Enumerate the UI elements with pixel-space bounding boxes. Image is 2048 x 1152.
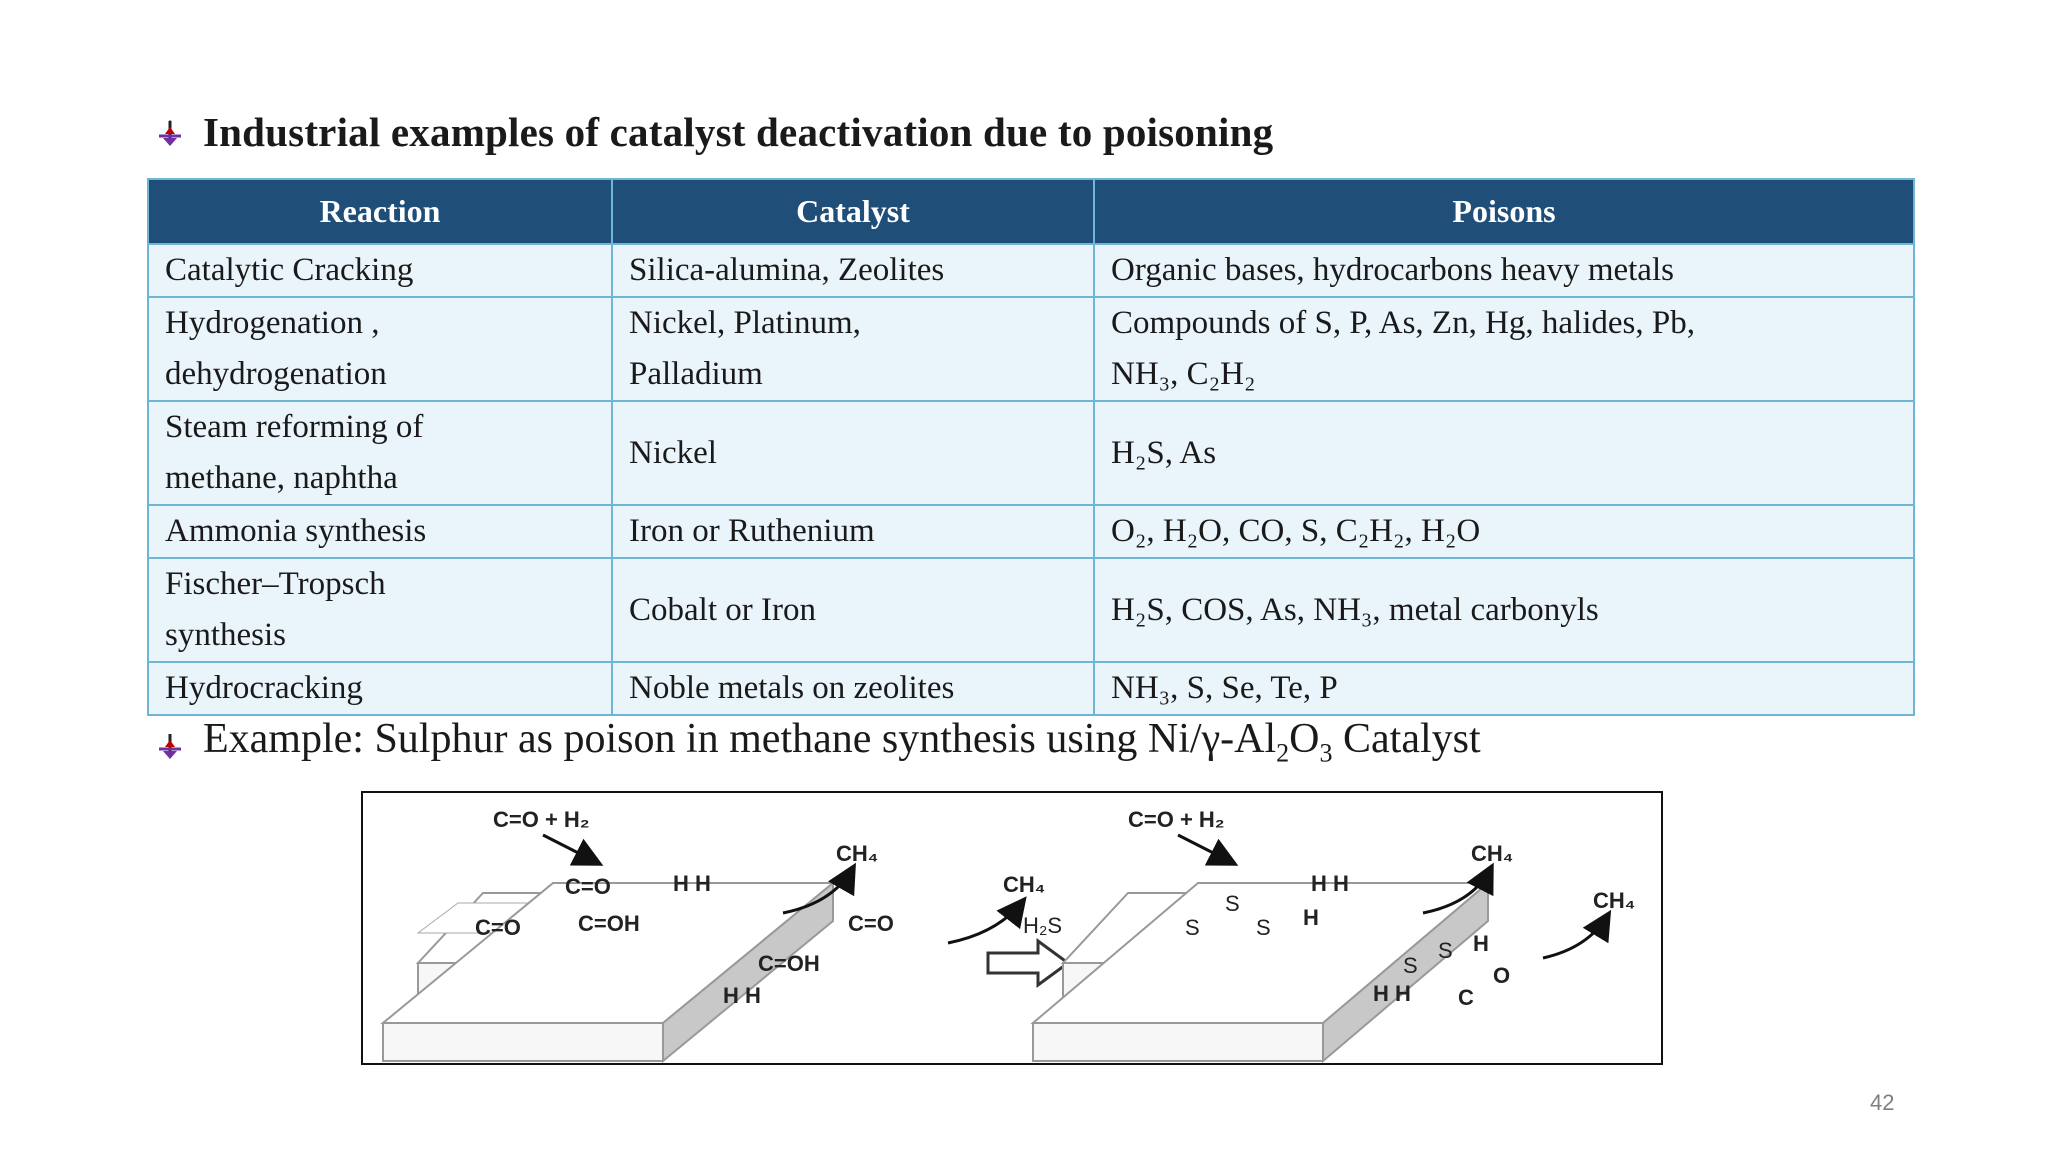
table-row: [148, 244, 1914, 297]
table-header-row: [148, 179, 1914, 244]
adsorbed-co-label: C=O: [565, 874, 611, 899]
poisons-cell: H₂S, As: [1094, 401, 1914, 505]
catalyst-cell: Silica-alumina, Zeolites: [612, 244, 1094, 297]
h2s-label: H₂S: [1023, 913, 1063, 938]
poisoned-catalyst-surface: [1033, 883, 1488, 1061]
poison-table: [147, 178, 1915, 716]
adsorbed-coh-label: C=OH: [578, 911, 640, 936]
reaction-cell: Hydrogenation , dehydrogenation: [148, 297, 612, 401]
reaction-cell: Fischer–Tropsch synthesis: [148, 558, 612, 662]
adsorption-arrow: [543, 835, 598, 863]
adsorption-arrow: [1178, 835, 1233, 863]
reactant-label: C=O + H₂: [1128, 807, 1225, 832]
catalyst-cell: Cobalt or Iron: [612, 558, 1094, 662]
arrow-bullet-icon: [155, 731, 185, 761]
reaction-cell: Catalytic Cracking: [148, 244, 612, 297]
table-row: [148, 505, 1914, 558]
adsorbed-co-label: C=O: [848, 911, 894, 936]
reactant-label: C=O + H₂: [493, 807, 590, 832]
adsorbed-hydrogen-label: H H: [1311, 871, 1349, 896]
example-caption: Example: Sulphur as poison in methane synthesis using $Ni/\gamma-Al_2O_3$ Catalyst: [203, 716, 1481, 768]
adsorbed-hydrogen-label: H H: [673, 871, 711, 896]
poisons-cell: NH₃, S, Se, Te, P: [1094, 662, 1914, 715]
sulphur-atom-label: S: [1256, 915, 1271, 940]
methane-product-label: CH₄: [1003, 872, 1046, 897]
arrow-bullet-icon: [155, 118, 185, 148]
sulphur-atom-label: S: [1185, 915, 1200, 940]
adsorbed-hydrogen-label: H H: [1373, 981, 1411, 1006]
column-header-poisons: Poisons: [1094, 179, 1914, 244]
catalyst-cell: Nickel: [612, 401, 1094, 505]
table-row: [148, 558, 1914, 662]
methane-product-label: CH₄: [1593, 888, 1636, 913]
table-row: [148, 401, 1914, 505]
adsorbed-coh-label: C=OH: [758, 951, 820, 976]
table-row: [148, 662, 1914, 715]
transition-arrow: [988, 941, 1068, 985]
catalyst-cell: Iron or Ruthenium: [612, 505, 1094, 558]
table-row: [148, 297, 1914, 401]
reaction-cell: Hydrocracking: [148, 662, 612, 715]
adsorbed-carbon-label: C: [1458, 985, 1474, 1010]
sulphur-atom-label: S: [1225, 891, 1240, 916]
reaction-cell: Ammonia synthesis: [148, 505, 612, 558]
reaction-cell: Steam reforming of methane, naphtha: [148, 401, 612, 505]
methane-product-label: CH₄: [836, 841, 879, 866]
slide-number: 42: [1870, 1090, 1895, 1115]
adsorbed-oxygen-label: O: [1493, 963, 1511, 988]
poisons-cell: Organic bases, hydrocarbons heavy metals: [1094, 244, 1914, 297]
product-arrow: [1543, 915, 1608, 958]
poisons-cell: O₂, H₂O, CO, S, C₂H₂, H₂O: [1094, 505, 1914, 558]
poisons-cell: Compounds of S, P, As, Zn, Hg, halides, Pb, NH₃, C₂H₂: [1094, 297, 1914, 401]
column-header-catalyst: Catalyst: [612, 179, 1094, 244]
poisons-cell: H₂S, COS, As, NH₃, metal carbonyls: [1094, 558, 1914, 662]
sulphur-atom-label: S: [1438, 938, 1453, 963]
product-arrow: [948, 901, 1023, 943]
sulphur-poisoning-diagram: [361, 791, 1663, 1065]
column-header-reaction: Reaction: [148, 179, 612, 244]
methane-product-label: CH₄: [1471, 841, 1514, 866]
adsorbed-hydrogen-label: H: [1473, 931, 1489, 956]
catalyst-cell: Noble metals on zeolites: [612, 662, 1094, 715]
catalyst-cell: Nickel, Platinum, Palladium: [612, 297, 1094, 401]
page-title: Industrial examples of catalyst deactivation due to poisoning: [203, 109, 1274, 155]
adsorbed-co-label: C=O: [475, 915, 521, 940]
sulphur-atom-label: S: [1403, 953, 1418, 978]
adsorbed-hydrogen-label: H H: [723, 983, 761, 1008]
adsorbed-hydrogen-label: H: [1303, 905, 1319, 930]
